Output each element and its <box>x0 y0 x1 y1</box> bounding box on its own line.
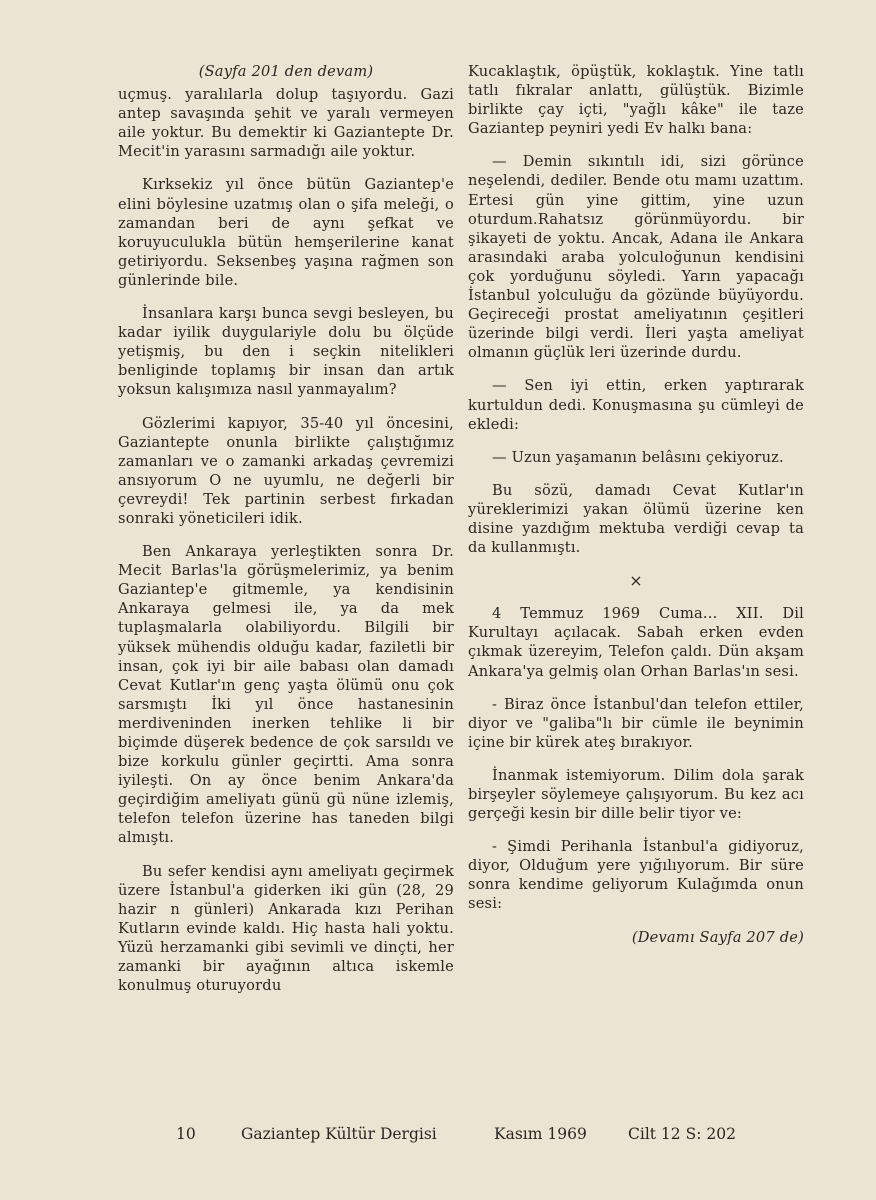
volume-issue: Cilt 12 S: 202 <box>628 1125 736 1143</box>
right-column <box>468 62 804 961</box>
page-footer <box>0 1125 876 1155</box>
paragraph: — Sen iyi ettin, erken yaptırarak kurtuldun dedi. Konuşmasına şu cümleyi de ekledi: <box>468 377 804 433</box>
paragraph: Ben Ankaraya yerleştikten sonra Dr. Mecit Barlas'la görüşmelerimiz, ya benim Gaziantep'e gitmemle, ya kendisinin Ankaraya gelmesi ile, ya da mek tuplaşmalarla olabiliyordu. Bilgili bir yüksek mühendis olduğu kadar, faziletli bir insan, çok iyi bir aile babası olan damadı Cevat Kutlar'ın genç yaşta ölümü onu çok sarsmıştı İki yıl önce hastanesinin merdiveninden inerken tehlike li bir biçimde düşerek bedence de çok sarsıldı ve bize korkulu günler geçirtti. Ama sonra iyileşti. On ay önce benim Ankara'da geçirdiğim ameliyatı günü gü nüne izlemiş, telefon telefon üzerine has taneden bilgi almıştı. <box>118 543 454 847</box>
paragraph: Kırksekiz yıl önce bütün Gaziantep'e elini böylesine uzatmış olan o şifa meleği, o zamandan beri de aynı şefkat ve koruyuculukla bütün hemşerilerine kanat getiriyordu. Seksenbeş yaşına rağmen son günlerinde bile. <box>118 176 454 289</box>
continued-from-note: (Sayfa 201 den devam) <box>198 63 374 80</box>
paragraph: Bu sözü, damadı Cevat Kutlar'ın yüreklerimizi yakan ölümü üzerine ken disine yazdığım mektuba verdiği cevap ta da kullanmıştı. <box>468 481 804 557</box>
paragraph: — Uzun yaşamanın belâsını çekiyoruz. <box>492 448 784 466</box>
paragraph: uçmuş. yaralılarla dolup taşıyordu. Gazi antep savaşında şehit ve yaralı vermeyen aile yoktur. Bu demektir ki Gaziantepte Dr. Mecit'in yarasını sarmadığı aile yoktur. <box>118 86 454 161</box>
paragraph: - Biraz önce İstanbul'dan telefon ettiler, diyor ve "galiba"lı bir cümle ile beynimin içine bir kürek ateş bırakıyor. <box>468 695 804 751</box>
paragraph: Gözlerimi kapıyor, 35-40 yıl öncesini, Gaziantepte onunla birlikte çalıştığımız zamanları ve o zamanki arkadaş çevremizi ansıyorum O ne uyumlu, ne değerli bir çevreydi! Tek partinin serbest fırkadan sonraki yöneticileri idik. <box>118 414 454 527</box>
paragraph: Kucaklaştık, öpüştük, koklaştık. Yine tatlı tatlı fıkralar anlattı, gülüştük. Bizimle birlikte çay içti, "yağlı kâke" ile taze Gaziantep peyniri yedi Ev halkı bana: <box>468 63 804 138</box>
continued-to-note: (Devamı Sayfa 207 de) <box>631 928 804 946</box>
journal-name: Gaziantep Kültür Dergisi <box>241 1125 437 1143</box>
paragraph: İnsanlara karşı bunca sevgi besleyen, bu kadar iyilik duygulariyle dolu bu ölçüde yetişmiş, bu den i seçkin nitelikleri benliginde toplamış bir insan dan artık yoksun kalışımıza nasıl yanmayalım? <box>118 305 454 399</box>
paragraph: - Şimdi Perihanla İstanbul'a gidiyoruz, diyor, Olduğum yere yığılıyorum. Bir süre sonra kendime geliyorum Kulağımda onun sesi: <box>468 838 804 913</box>
left-column <box>118 62 454 1009</box>
paragraph: 4 Temmuz 1969 Cuma... XII. Dil Kurultayı açılacak. Sabah erken evden çıkmak üzereyim, Telefon çaldı. Dün akşam Ankara'ya gelmiş olan Orhan Barlas'ın sesi. <box>468 605 804 680</box>
paragraph: — Demin sıkıntılı idi, sizi görünce neşelendi, dediler. Bende otu mamı uzattım. Ertesi gün yine gittim, yine uzun oturdum.Rahatsız görünmüyordu. bir şikayeti de yoktu. Ancak, Adana ile Ankara arasındaki araba yolculoğunun kendisini çok yorduğunu söyledi. Yarın yapacağı İstanbul yolculuğu da gözünde büyüyordu. Geçireceği prostat ameliyatının çeşitleri üzerinde bilgi verdi. İleri yaşta ameliyat olmanın güçlük leri üzerinde durdu. <box>468 153 804 362</box>
issue-date: Kasım 1969 <box>494 1125 587 1143</box>
section-separator: × <box>629 571 643 591</box>
paragraph: Bu sefer kendisi aynı ameliyatı geçirmek üzere İstanbul'a giderken iki gün (28, 29 hazir n günleri) Ankarada kızı Perihan Kutların evinde kaldı. Hiç hasta hali yoktu. Yüzü herzamanki gibi sevimli ve dinçti, her zamanki bir ayağının altıca iskemle konulmuş oturuyordu <box>118 862 454 995</box>
page-number: 10 <box>176 1125 196 1143</box>
paragraph: İnanmak istemiyorum. Dilim dola şarak birşeyler söylemeye çalışıyorum. Bu kez acı gerçeği kesin bir dille belir tiyor ve: <box>468 766 804 823</box>
